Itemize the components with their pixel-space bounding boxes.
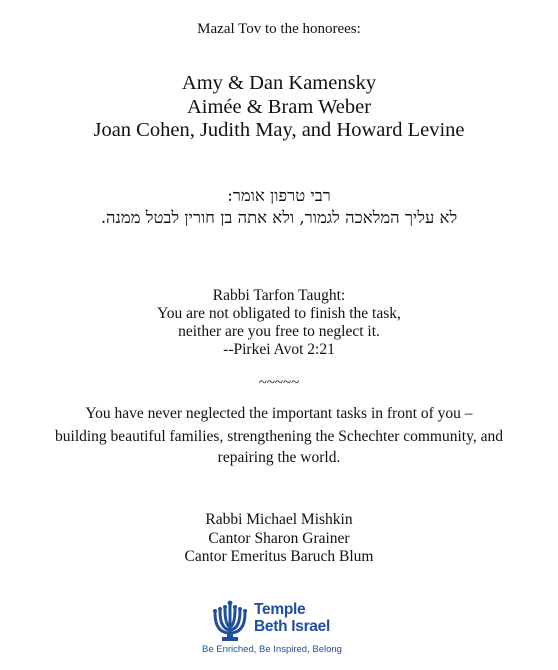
section-divider: ~~~~~ [258, 375, 300, 391]
translation-heading: Rabbi Tarfon Taught: [212, 287, 346, 304]
greeting: Mazal Tov to the honorees: [197, 21, 361, 37]
honoree-line-1: Amy & Dan Kamensky [181, 72, 377, 94]
temple-logo [202, 597, 358, 659]
logo-wordmark [254, 601, 330, 635]
tribute-line-1: You have never neglected the important tasks in front of you – [85, 405, 473, 422]
tribute-line-2: building beautiful families, strengthening the Schechter community, and [55, 428, 503, 445]
translation-line-1: You are not obligated to finish the task, [157, 305, 401, 322]
signatory-3: Cantor Emeritus Baruch Blum [184, 548, 374, 565]
honoree-line-2: Aimée & Bram Weber [186, 96, 372, 118]
logo-name-line-1: Temple [254, 601, 306, 618]
hebrew-quote: לא עליך המלאכה לגמור, ולא אתה בן חורין לבטל ממנה. [100, 208, 458, 227]
signatory-1: Rabbi Michael Mishkin [205, 511, 353, 528]
translation-line-2: neither are you free to neglect it. [178, 323, 380, 340]
source-citation: --Pirkei Avot 2:21 [223, 341, 335, 358]
signatory-2: Cantor Sharon Grainer [208, 530, 350, 547]
menorah-icon [208, 599, 252, 643]
logo-name-line-2: Beth Israel [254, 618, 330, 635]
hebrew-quote-attribution: רבי טרפון אומר: [227, 186, 331, 205]
logo-tagline: Be Enriched, Be Inspired, Belong [202, 644, 342, 655]
honoree-line-3: Joan Cohen, Judith May, and Howard Levine [93, 119, 465, 141]
tribute-line-3: repairing the world. [217, 449, 341, 466]
